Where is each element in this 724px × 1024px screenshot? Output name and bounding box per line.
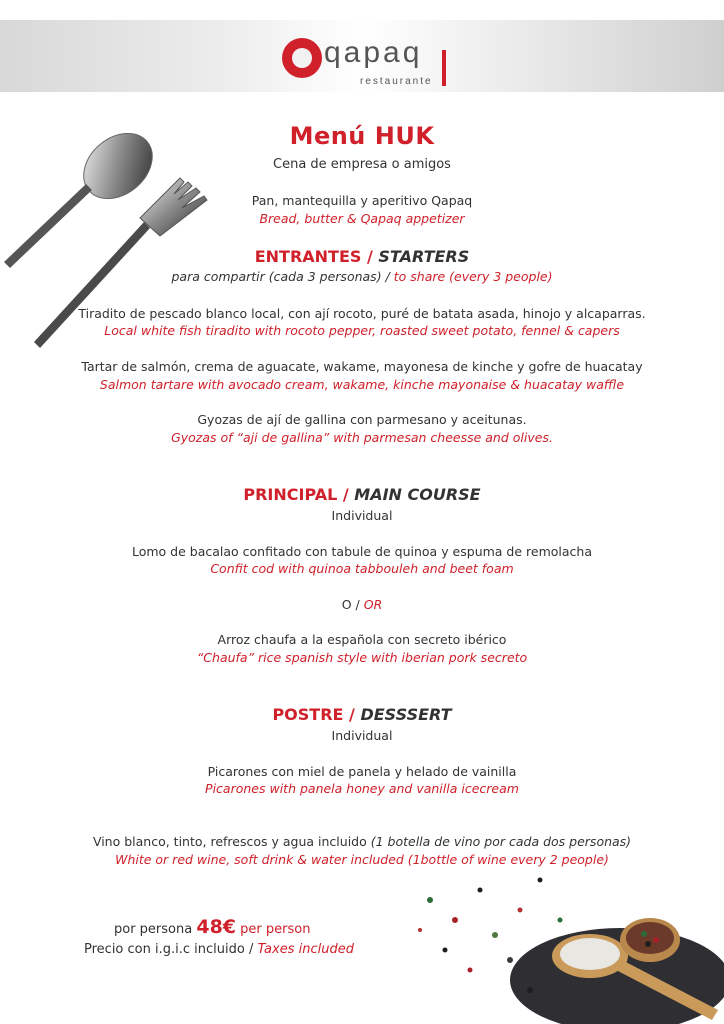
dessert-es: Picarones con miel de panela y helado de vainilla [207, 764, 517, 779]
main-2-es: Arroz chaufa a la española con secreto ibérico [217, 632, 507, 647]
tax-en: Taxes included [257, 942, 354, 957]
dessert-heading-en: DESSSERT [360, 705, 452, 724]
price-prefix: por persona [114, 922, 197, 937]
starter-3-es: Gyozas de ají de gallina con parmesano y aceitunas. [197, 412, 527, 427]
aperitif-es: Pan, mantequilla y aperitivo Qapaq [251, 193, 473, 208]
tax-es: Precio con i.g.i.c incluido / [84, 942, 258, 957]
starters-heading-en: STARTERS [378, 247, 470, 266]
dessert-en: Picarones with panela honey and vanilla icecream [205, 781, 519, 796]
price-amount: 48€ [196, 916, 237, 938]
price-line [84, 916, 404, 938]
main-or-es: O / [341, 597, 364, 612]
main-1-en: Confit cod with quinoa tabbouleh and beet foam [210, 561, 514, 576]
starters-heading-es: ENTRANTES / [254, 247, 379, 266]
logo-wordmark: qapaq [324, 36, 423, 69]
logo-subtitle: restaurante [360, 76, 433, 87]
starters-note-en: to share (every 3 people) [393, 269, 553, 284]
dessert-heading [0, 705, 724, 724]
starter-1-es: Tiradito de pescado blanco local, con ají rocoto, puré de batata asada, hinojo y alcaparras. [78, 306, 646, 321]
drinks-es [0, 833, 724, 851]
starter-1-en: Local white fish tiradito with rocoto pepper, roasted sweet potato, fennel & capers [104, 323, 620, 338]
main-heading [0, 485, 724, 504]
starter-2-en: Salmon tartare with avocado cream, wakame, kinche mayonaise & huacatay waffle [99, 377, 625, 392]
main-note: Individual [331, 508, 393, 523]
starters-note-es: para compartir (cada 3 personas) / [171, 269, 394, 284]
starter-3-en: Gyozas of “aji de gallina” with parmesan cheesse and olives. [171, 430, 553, 445]
main-1-es: Lomo de bacalao confitado con tabule de quinoa y espuma de remolacha [131, 544, 592, 559]
tax-line [84, 942, 404, 957]
qapaq-logo [282, 32, 452, 88]
drinks-es-main: Vino blanco, tinto, refrescos y agua incluido [92, 834, 371, 849]
main-2-en: “Chaufa” rice spanish style with iberian pork secreto [196, 650, 528, 665]
drinks-es-note: (1 botella de vino por cada dos personas) [370, 834, 632, 849]
main-or-en: OR [363, 597, 383, 612]
price-suffix: per person [236, 922, 311, 937]
starter-2-es: Tartar de salmón, crema de aguacate, wakame, mayonesa de kinche y gofre de huacatay [81, 359, 643, 374]
main-heading-es: PRINCIPAL / [243, 485, 355, 504]
aperitif-en: Bread, butter & Qapaq appetizer [259, 211, 465, 226]
logo-q-mark-icon [282, 38, 322, 78]
header-band [0, 20, 724, 92]
dessert-heading-es: POSTRE / [272, 705, 361, 724]
price-block [84, 916, 404, 957]
starters-note [0, 268, 724, 286]
logo-q-tail-icon [442, 50, 446, 86]
menu-subtitle: Cena de empresa o amigos [273, 157, 451, 172]
main-heading-en: MAIN COURSE [354, 485, 481, 504]
drinks-en: White or red wine, soft drink & water included (1bottle of wine every 2 people) [115, 852, 609, 867]
peppercorn-spoons-image [400, 860, 724, 1024]
main-or [0, 596, 724, 614]
dessert-note: Individual [331, 728, 393, 743]
starters-heading [0, 247, 724, 266]
menu-title: Menú HUK [289, 122, 435, 150]
